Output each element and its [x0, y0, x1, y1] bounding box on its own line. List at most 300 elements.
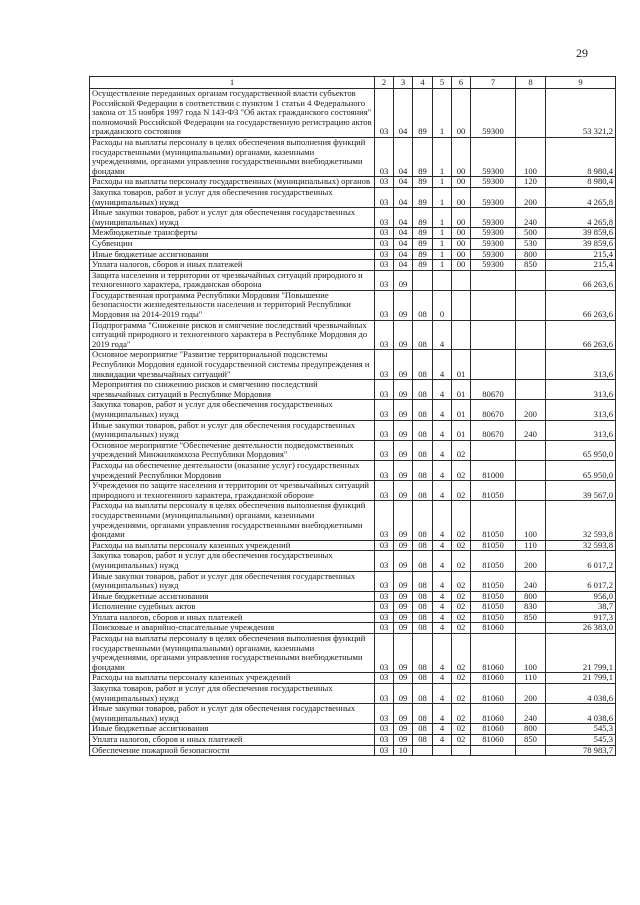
row-code-c4: 89	[413, 249, 433, 260]
row-code-c8	[516, 380, 546, 400]
budget-table	[89, 76, 616, 756]
row-code-c6: 00	[452, 177, 471, 188]
row-code-c7: 80670	[471, 420, 516, 440]
row-code-c4: 08	[413, 684, 433, 704]
row-name: Исполнение судебных актов	[90, 602, 375, 613]
row-code-c7: 81050	[471, 540, 516, 551]
row-code-c6: 00	[452, 238, 471, 249]
row-code-c8	[516, 481, 546, 501]
row-code-c2: 03	[375, 745, 394, 756]
row-code-c2: 03	[375, 591, 394, 602]
row-code-c7: 81050	[471, 571, 516, 591]
column-header: 1	[90, 77, 375, 89]
row-code-c5	[433, 745, 452, 756]
table-row	[90, 481, 616, 501]
table-row	[90, 501, 616, 540]
row-code-c3: 09	[394, 380, 413, 400]
row-code-c8: 800	[516, 724, 546, 735]
row-amount: 39 859,6	[546, 228, 616, 239]
row-code-c4: 08	[413, 400, 433, 420]
row-code-c2: 03	[375, 208, 394, 228]
table-row	[90, 460, 616, 480]
row-name: Иные бюджетные ассигнования	[90, 591, 375, 602]
row-amount: 4 265,8	[546, 187, 616, 207]
row-code-c5: 4	[433, 350, 452, 380]
table-row	[90, 571, 616, 591]
row-name: Обеспечение пожарной безопасности	[90, 745, 375, 756]
row-name: Уплата налогов, сборов и иных платежей	[90, 260, 375, 271]
table-row	[90, 400, 616, 420]
row-code-c4: 89	[413, 228, 433, 239]
row-code-c2: 03	[375, 400, 394, 420]
row-code-c7	[471, 745, 516, 756]
row-code-c2: 03	[375, 571, 394, 591]
row-code-c7: 59300	[471, 249, 516, 260]
row-code-c3: 09	[394, 481, 413, 501]
row-amount: 26 383,0	[546, 623, 616, 634]
row-code-c3: 09	[394, 420, 413, 440]
row-code-c6	[452, 270, 471, 290]
row-code-c2: 03	[375, 420, 394, 440]
row-name: Закупка товаров, работ и услуг для обеспечения государственных (муниципальных) нужд	[90, 551, 375, 571]
row-code-c8: 100	[516, 137, 546, 176]
table-row	[90, 320, 616, 350]
row-code-c7	[471, 290, 516, 320]
row-code-c7: 59300	[471, 177, 516, 188]
row-code-c8	[516, 89, 546, 138]
row-code-c2: 03	[375, 735, 394, 746]
row-code-c6	[452, 745, 471, 756]
row-code-c6: 02	[452, 724, 471, 735]
row-code-c2: 03	[375, 137, 394, 176]
row-code-c8: 100	[516, 634, 546, 673]
row-amount: 78 983,7	[546, 745, 616, 756]
table-row	[90, 745, 616, 756]
row-code-c2: 03	[375, 684, 394, 704]
row-amount: 8 980,4	[546, 137, 616, 176]
row-code-c8: 100	[516, 501, 546, 540]
row-code-c8: 240	[516, 208, 546, 228]
row-code-c4: 08	[413, 724, 433, 735]
row-code-c6: 02	[452, 704, 471, 724]
row-code-c8: 500	[516, 228, 546, 239]
row-code-c8	[516, 460, 546, 480]
row-code-c4: 08	[413, 673, 433, 684]
row-name: Расходы на выплаты персоналу государственных (муниципальных) органов	[90, 177, 375, 188]
row-code-c5: 4	[433, 612, 452, 623]
table-row	[90, 270, 616, 290]
table-row	[90, 623, 616, 634]
row-code-c7: 59300	[471, 89, 516, 138]
table-row	[90, 602, 616, 613]
row-code-c2: 03	[375, 440, 394, 460]
row-code-c5: 4	[433, 380, 452, 400]
row-code-c7: 81060	[471, 634, 516, 673]
row-code-c3: 09	[394, 571, 413, 591]
row-code-c4: 08	[413, 350, 433, 380]
row-amount: 38,7	[546, 602, 616, 613]
row-name: Осуществление переданных органам государственной власти субъектов Российской Федерации в соответствии с пунктом 1 статьи 4 Федерального закона от 15 ноября 1997 года N 143-ФЗ "Об актах гражданского состояния" полномочий Российской Федерации на государственную регистрацию актов гражданского состояния	[90, 89, 375, 138]
row-code-c5: 1	[433, 89, 452, 138]
table-row	[90, 591, 616, 602]
row-code-c7: 59300	[471, 238, 516, 249]
row-code-c2: 03	[375, 228, 394, 239]
row-code-c6: 02	[452, 460, 471, 480]
column-header: 6	[452, 77, 471, 89]
row-code-c7	[471, 350, 516, 380]
row-code-c3: 09	[394, 724, 413, 735]
row-code-c5: 4	[433, 673, 452, 684]
row-amount: 215,4	[546, 249, 616, 260]
row-code-c2: 03	[375, 501, 394, 540]
row-code-c2: 03	[375, 380, 394, 400]
row-code-c8: 240	[516, 704, 546, 724]
column-header: 8	[516, 77, 546, 89]
row-code-c5: 4	[433, 501, 452, 540]
row-code-c5: 1	[433, 249, 452, 260]
row-code-c4: 08	[413, 460, 433, 480]
row-amount: 313,6	[546, 350, 616, 380]
row-code-c4: 08	[413, 481, 433, 501]
row-code-c8: 830	[516, 602, 546, 613]
row-code-c3: 09	[394, 623, 413, 634]
row-code-c3: 04	[394, 208, 413, 228]
row-code-c3: 09	[394, 440, 413, 460]
row-code-c8: 240	[516, 420, 546, 440]
table-row	[90, 260, 616, 271]
row-code-c8: 850	[516, 612, 546, 623]
row-code-c2: 03	[375, 540, 394, 551]
row-code-c7: 80670	[471, 400, 516, 420]
row-code-c7: 81050	[471, 612, 516, 623]
row-amount: 4 265,8	[546, 208, 616, 228]
row-amount: 313,6	[546, 420, 616, 440]
row-name: Учреждения по защите населения и территории от чрезвычайных ситуаций природного и техногенного характера, гражданской обороне	[90, 481, 375, 501]
page-number: 29	[576, 46, 588, 60]
row-code-c4: 08	[413, 623, 433, 634]
row-amount: 21 799,1	[546, 634, 616, 673]
table-row	[90, 684, 616, 704]
table-row	[90, 612, 616, 623]
row-code-c7	[471, 440, 516, 460]
row-code-c5: 1	[433, 187, 452, 207]
row-code-c7: 81050	[471, 591, 516, 602]
table-row	[90, 634, 616, 673]
column-header: 2	[375, 77, 394, 89]
row-code-c3: 04	[394, 238, 413, 249]
row-amount: 545,3	[546, 724, 616, 735]
row-code-c5: 1	[433, 238, 452, 249]
row-code-c3: 04	[394, 187, 413, 207]
row-code-c6: 02	[452, 501, 471, 540]
row-code-c4: 08	[413, 440, 433, 460]
table-row	[90, 228, 616, 239]
row-code-c2: 03	[375, 623, 394, 634]
row-code-c2: 03	[375, 238, 394, 249]
table-row	[90, 238, 616, 249]
row-code-c2: 03	[375, 249, 394, 260]
row-code-c3: 09	[394, 704, 413, 724]
row-code-c3: 09	[394, 684, 413, 704]
row-code-c5: 1	[433, 228, 452, 239]
row-code-c2: 03	[375, 481, 394, 501]
row-amount: 32 593,8	[546, 501, 616, 540]
row-code-c7: 81050	[471, 602, 516, 613]
row-code-c7: 81060	[471, 704, 516, 724]
row-code-c3: 09	[394, 634, 413, 673]
row-code-c8: 800	[516, 591, 546, 602]
row-code-c5: 1	[433, 177, 452, 188]
row-code-c7: 81060	[471, 724, 516, 735]
row-amount: 215,4	[546, 260, 616, 271]
row-code-c8: 200	[516, 684, 546, 704]
row-code-c6: 02	[452, 684, 471, 704]
row-name: Основное мероприятие "Обеспечение деятельности подведомственных учреждений Минжилкомхоза Республики Мордовия"	[90, 440, 375, 460]
table-header	[90, 77, 616, 89]
row-code-c5: 4	[433, 704, 452, 724]
row-amount: 313,6	[546, 380, 616, 400]
row-code-c2: 03	[375, 634, 394, 673]
row-name: Закупка товаров, работ и услуг для обеспечения государственных (муниципальных) нужд	[90, 400, 375, 420]
row-code-c2: 03	[375, 290, 394, 320]
table-row	[90, 177, 616, 188]
row-code-c8: 110	[516, 673, 546, 684]
row-code-c8	[516, 320, 546, 350]
row-amount: 66 263,6	[546, 270, 616, 290]
row-code-c3: 09	[394, 400, 413, 420]
row-amount: 6 017,2	[546, 571, 616, 591]
row-code-c3: 09	[394, 290, 413, 320]
row-code-c2: 03	[375, 187, 394, 207]
row-code-c4: 08	[413, 380, 433, 400]
row-code-c3: 04	[394, 137, 413, 176]
row-code-c7: 81050	[471, 551, 516, 571]
column-header: 7	[471, 77, 516, 89]
row-code-c6	[452, 290, 471, 320]
row-code-c7	[471, 320, 516, 350]
row-code-c8	[516, 270, 546, 290]
row-code-c2: 03	[375, 350, 394, 380]
table-row	[90, 440, 616, 460]
row-code-c6: 02	[452, 634, 471, 673]
table-row	[90, 735, 616, 746]
row-code-c6: 02	[452, 612, 471, 623]
row-code-c6: 01	[452, 400, 471, 420]
row-name: Закупка товаров, работ и услуг для обеспечения государственных (муниципальных) нужд	[90, 187, 375, 207]
row-code-c4: 08	[413, 704, 433, 724]
row-code-c3: 04	[394, 249, 413, 260]
row-code-c2: 03	[375, 704, 394, 724]
row-amount: 21 799,1	[546, 673, 616, 684]
row-code-c3: 09	[394, 540, 413, 551]
row-code-c8	[516, 290, 546, 320]
row-code-c6: 00	[452, 89, 471, 138]
row-code-c8: 200	[516, 187, 546, 207]
row-code-c6: 00	[452, 137, 471, 176]
row-code-c2: 03	[375, 270, 394, 290]
row-name: Межбюджетные трансферты	[90, 228, 375, 239]
row-name: Защита населения и территории от чрезвычайных ситуаций природного и техногенного характера, гражданская оборона	[90, 270, 375, 290]
row-code-c6: 01	[452, 350, 471, 380]
table-row	[90, 89, 616, 138]
row-code-c4: 08	[413, 320, 433, 350]
row-code-c5: 4	[433, 400, 452, 420]
row-code-c8: 200	[516, 551, 546, 571]
row-code-c6: 02	[452, 735, 471, 746]
row-code-c5: 1	[433, 137, 452, 176]
row-code-c3: 09	[394, 735, 413, 746]
row-code-c4: 89	[413, 89, 433, 138]
table-row	[90, 673, 616, 684]
row-code-c6: 02	[452, 623, 471, 634]
row-code-c4: 08	[413, 420, 433, 440]
row-code-c7: 59300	[471, 260, 516, 271]
row-code-c3: 09	[394, 673, 413, 684]
row-code-c6: 02	[452, 551, 471, 571]
table-row	[90, 540, 616, 551]
row-code-c4: 08	[413, 571, 433, 591]
row-code-c2: 03	[375, 551, 394, 571]
row-code-c7: 81050	[471, 481, 516, 501]
row-amount: 39 859,6	[546, 238, 616, 249]
row-amount: 65 950,0	[546, 440, 616, 460]
row-code-c5: 1	[433, 260, 452, 271]
row-name: Иные закупки товаров, работ и услуг для обеспечения государственных (муниципальных) нужд	[90, 571, 375, 591]
table-row	[90, 704, 616, 724]
row-code-c5: 4	[433, 591, 452, 602]
row-code-c7: 81050	[471, 501, 516, 540]
row-code-c6: 00	[452, 249, 471, 260]
table-row	[90, 420, 616, 440]
row-code-c6: 02	[452, 571, 471, 591]
header-row	[90, 77, 616, 89]
row-code-c5: 4	[433, 551, 452, 571]
row-code-c8: 850	[516, 735, 546, 746]
row-amount: 313,6	[546, 400, 616, 420]
row-amount: 66 263,6	[546, 290, 616, 320]
row-code-c3: 09	[394, 602, 413, 613]
row-code-c2: 03	[375, 320, 394, 350]
row-name: Расходы на выплаты персоналу казенных учреждений	[90, 540, 375, 551]
row-code-c3: 04	[394, 228, 413, 239]
row-amount: 53 321,2	[546, 89, 616, 138]
row-code-c3: 09	[394, 350, 413, 380]
table-row	[90, 137, 616, 176]
row-code-c4: 89	[413, 260, 433, 271]
row-name: Государственная программа Республики Мордовия "Повышение безопасности жизнедеятельности населения и территорий Республики Мордовия на 2014-2019 годы"	[90, 290, 375, 320]
row-code-c5: 4	[433, 724, 452, 735]
row-code-c8: 200	[516, 400, 546, 420]
row-code-c6: 00	[452, 228, 471, 239]
row-code-c2: 03	[375, 673, 394, 684]
row-code-c5: 4	[433, 602, 452, 613]
row-code-c6: 00	[452, 208, 471, 228]
row-code-c6: 00	[452, 260, 471, 271]
row-code-c5: 1	[433, 208, 452, 228]
row-amount: 6 017,2	[546, 551, 616, 571]
row-code-c2: 03	[375, 177, 394, 188]
row-code-c4: 08	[413, 612, 433, 623]
row-code-c6	[452, 320, 471, 350]
row-code-c2: 03	[375, 460, 394, 480]
row-name: Субвенции	[90, 238, 375, 249]
row-amount: 956,0	[546, 591, 616, 602]
row-code-c7: 81060	[471, 684, 516, 704]
row-code-c7: 59300	[471, 228, 516, 239]
row-code-c4: 89	[413, 177, 433, 188]
row-code-c6: 02	[452, 602, 471, 613]
row-code-c3: 09	[394, 612, 413, 623]
row-amount: 4 038,6	[546, 704, 616, 724]
table-row	[90, 724, 616, 735]
row-code-c8: 240	[516, 571, 546, 591]
row-name: Расходы на выплаты персоналу в целях обеспечения выполнения функций государственными (муниципальными) органами, казенными учреждениями, органами управления государственными внебюджетными фондами	[90, 634, 375, 673]
row-code-c8: 850	[516, 260, 546, 271]
row-code-c4: 08	[413, 501, 433, 540]
table-body	[90, 89, 616, 756]
row-amount: 4 038,6	[546, 684, 616, 704]
row-name: Расходы на выплаты персоналу казенных учреждений	[90, 673, 375, 684]
row-code-c2: 03	[375, 612, 394, 623]
row-code-c4: 08	[413, 602, 433, 613]
row-code-c5: 4	[433, 440, 452, 460]
row-name: Уплата налогов, сборов и иных платежей	[90, 612, 375, 623]
table-row	[90, 249, 616, 260]
column-header: 4	[413, 77, 433, 89]
row-code-c4	[413, 745, 433, 756]
row-code-c4: 89	[413, 238, 433, 249]
row-code-c5: 0	[433, 290, 452, 320]
row-code-c8	[516, 350, 546, 380]
row-code-c2: 03	[375, 89, 394, 138]
row-code-c7: 81060	[471, 623, 516, 634]
row-code-c4: 08	[413, 290, 433, 320]
row-amount: 32 593,8	[546, 540, 616, 551]
table-row	[90, 551, 616, 571]
row-code-c6: 02	[452, 673, 471, 684]
row-name: Расходы на выплаты персоналу в целях обеспечения выполнения функций государственными (муниципальными) органами, казенными учреждениями, органами управления государственными внебюджетными фондами	[90, 501, 375, 540]
row-name: Иные бюджетные ассигнования	[90, 724, 375, 735]
row-code-c3: 09	[394, 551, 413, 571]
row-code-c5: 4	[433, 571, 452, 591]
row-code-c5: 4	[433, 684, 452, 704]
column-header: 5	[433, 77, 452, 89]
row-code-c6: 02	[452, 440, 471, 460]
row-amount: 66 263,6	[546, 320, 616, 350]
row-name: Иные закупки товаров, работ и услуг для обеспечения государственных (муниципальных) нужд	[90, 420, 375, 440]
row-code-c5: 4	[433, 460, 452, 480]
row-code-c2: 03	[375, 724, 394, 735]
row-code-c2: 03	[375, 602, 394, 613]
row-name: Поисковые и аварийно-спасательные учреждения	[90, 623, 375, 634]
row-code-c8	[516, 440, 546, 460]
row-code-c4: 08	[413, 551, 433, 571]
row-code-c4: 89	[413, 208, 433, 228]
row-code-c5: 4	[433, 420, 452, 440]
row-amount: 8 980,4	[546, 177, 616, 188]
column-header: 9	[546, 77, 616, 89]
row-amount: 545,3	[546, 735, 616, 746]
row-code-c3: 09	[394, 460, 413, 480]
row-code-c4: 08	[413, 634, 433, 673]
row-code-c7: 80670	[471, 380, 516, 400]
table-row	[90, 290, 616, 320]
row-code-c6: 00	[452, 187, 471, 207]
row-name: Уплата налогов, сборов и иных платежей	[90, 735, 375, 746]
row-code-c5: 4	[433, 735, 452, 746]
row-name: Подпрограмма "Снижение рисков и смягчение последствий чрезвычайных ситуаций природного и техногенного характера в Республике Мордовия до 2019 года"	[90, 320, 375, 350]
row-name: Закупка товаров, работ и услуг для обеспечения государственных (муниципальных) нужд	[90, 684, 375, 704]
